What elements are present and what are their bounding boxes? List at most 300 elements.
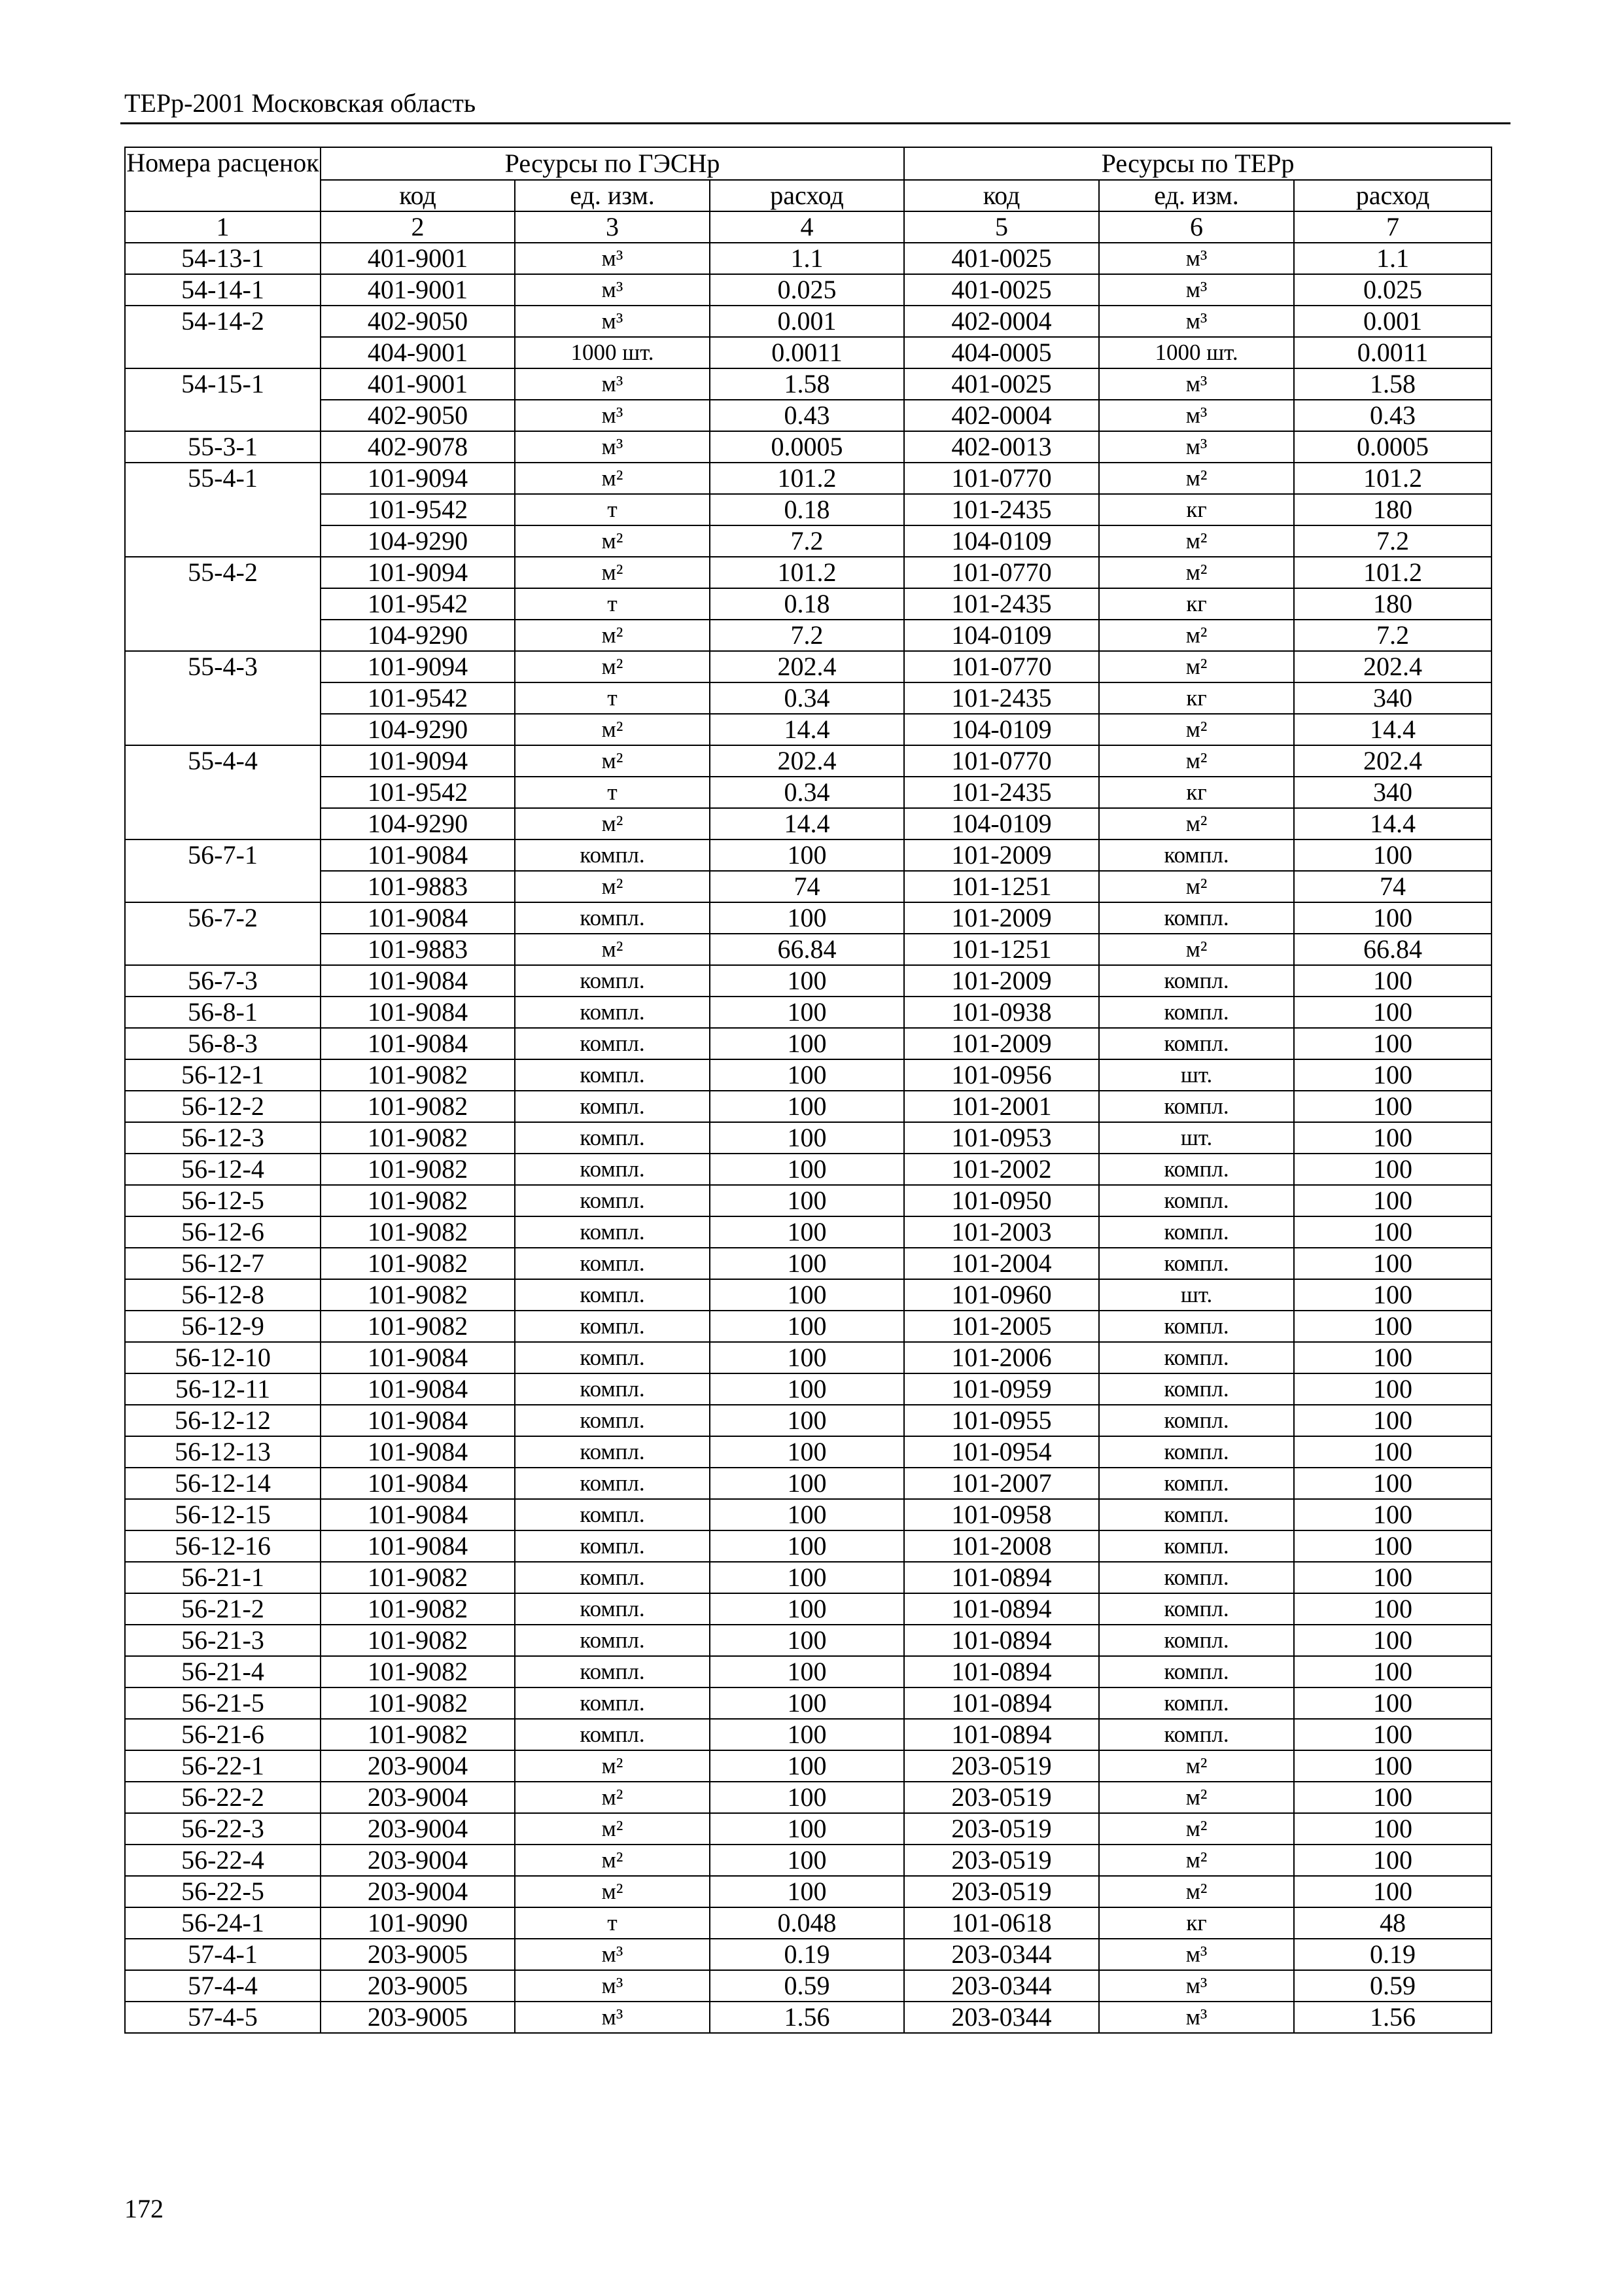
rate-number-cell: 54-14-2 xyxy=(125,306,321,368)
column-number: 1 xyxy=(125,211,321,243)
table-row xyxy=(125,1970,1492,2002)
ter-amount-cell: 100 xyxy=(1294,1468,1492,1499)
gesn-amount-cell: 0.0011 xyxy=(710,337,904,368)
gesn-unit-cell: м³ xyxy=(515,368,710,400)
rate-number-cell: 55-4-1 xyxy=(125,463,321,557)
ter-code-cell: 101-2435 xyxy=(904,682,1099,714)
gesn-amount-cell: 0.048 xyxy=(710,1907,904,1939)
ter-code-cell: 101-2435 xyxy=(904,588,1099,620)
gesn-amount-cell: 0.34 xyxy=(710,777,904,808)
gesn-unit-cell: компл. xyxy=(515,1436,710,1468)
rate-number-cell: 56-22-2 xyxy=(125,1782,321,1813)
gesn-amount-cell: 202.4 xyxy=(710,745,904,777)
gesn-amount-cell: 100 xyxy=(710,1154,904,1185)
table-row xyxy=(125,1279,1492,1311)
ter-unit-cell: компл. xyxy=(1099,1530,1294,1562)
ter-code-cell: 101-2006 xyxy=(904,1342,1099,1373)
gesn-unit-cell: м² xyxy=(515,714,710,745)
ter-code-cell: 101-2009 xyxy=(904,965,1099,997)
header-divider xyxy=(120,122,1510,124)
rate-number-cell: 56-21-2 xyxy=(125,1593,321,1625)
rate-number-cell: 54-13-1 xyxy=(125,243,321,274)
ter-amount-cell: 180 xyxy=(1294,588,1492,620)
gesn-code-cell: 402-9050 xyxy=(321,400,515,431)
gesn-amount-cell: 101.2 xyxy=(710,557,904,588)
gesn-code-cell: 104-9290 xyxy=(321,714,515,745)
rate-number-cell: 56-12-13 xyxy=(125,1436,321,1468)
table-row xyxy=(125,1185,1492,1216)
rate-number-cell: 56-12-2 xyxy=(125,1091,321,1122)
gesn-code-cell: 101-9542 xyxy=(321,777,515,808)
ter-code-cell: 101-2009 xyxy=(904,839,1099,871)
rate-number-cell: 56-12-5 xyxy=(125,1185,321,1216)
gesn-amount-cell: 7.2 xyxy=(710,620,904,651)
resources-table xyxy=(124,147,1492,2034)
rates-column-header: Номера расценок xyxy=(125,147,321,211)
table-row xyxy=(125,1436,1492,1468)
gesn-code-cell: 104-9290 xyxy=(321,620,515,651)
ter-unit-cell: м² xyxy=(1099,1782,1294,1813)
gesn-amount-cell: 14.4 xyxy=(710,808,904,839)
ter-amount-cell: 100 xyxy=(1294,839,1492,871)
gesn-amount-cell: 100 xyxy=(710,1530,904,1562)
ter-unit-cell: компл. xyxy=(1099,839,1294,871)
ter-unit-cell: компл. xyxy=(1099,1028,1294,1059)
gesn-code-cell: 101-9084 xyxy=(321,965,515,997)
ter-amount-cell: 100 xyxy=(1294,1059,1492,1091)
ter-code-cell: 101-0894 xyxy=(904,1656,1099,1687)
rate-number-cell: 56-21-1 xyxy=(125,1562,321,1593)
ter-amount-cell: 14.4 xyxy=(1294,714,1492,745)
table-row xyxy=(125,1907,1492,1939)
gesn-code-cell: 101-9094 xyxy=(321,651,515,682)
rate-number-cell: 56-22-4 xyxy=(125,1845,321,1876)
gesn-unit-cell: компл. xyxy=(515,902,710,934)
gesn-amount-cell: 0.43 xyxy=(710,400,904,431)
gesn-amount-cell: 100 xyxy=(710,1687,904,1719)
ter-unit-cell: компл. xyxy=(1099,1248,1294,1279)
gesn-unit-cell: т xyxy=(515,682,710,714)
gesn-code-cell: 203-9004 xyxy=(321,1845,515,1876)
gesn-code-cell: 101-9084 xyxy=(321,1530,515,1562)
page-number: 172 xyxy=(124,2194,164,2223)
ter-code-cell: 101-0958 xyxy=(904,1499,1099,1530)
gesn-amount-cell: 0.18 xyxy=(710,494,904,525)
ter-amount-cell: 180 xyxy=(1294,494,1492,525)
ter-code-cell: 101-0770 xyxy=(904,463,1099,494)
rate-number-cell: 56-12-14 xyxy=(125,1468,321,1499)
gesn-unit-cell: компл. xyxy=(515,1499,710,1530)
ter-amount-cell: 7.2 xyxy=(1294,525,1492,557)
ter-amount-cell: 0.43 xyxy=(1294,400,1492,431)
rate-number-cell: 56-12-8 xyxy=(125,1279,321,1311)
table-row xyxy=(125,588,1492,620)
gesn-unit-cell: компл. xyxy=(515,1185,710,1216)
ter-unit-cell: м² xyxy=(1099,620,1294,651)
ter-unit-cell: компл. xyxy=(1099,1719,1294,1750)
ter-amount-cell: 100 xyxy=(1294,1562,1492,1593)
gesn-code-cell: 101-9082 xyxy=(321,1593,515,1625)
ter-code-cell: 104-0109 xyxy=(904,714,1099,745)
ter-unit-cell: шт. xyxy=(1099,1279,1294,1311)
gesn-code-cell: 101-9082 xyxy=(321,1059,515,1091)
ter-amount-cell: 100 xyxy=(1294,1122,1492,1154)
ter-code-header: код xyxy=(904,180,1099,211)
ter-code-cell: 101-0770 xyxy=(904,557,1099,588)
gesn-code-cell: 101-9082 xyxy=(321,1091,515,1122)
column-number: 4 xyxy=(710,211,904,243)
ter-unit-cell: компл. xyxy=(1099,1656,1294,1687)
table-row xyxy=(125,1499,1492,1530)
ter-code-cell: 101-2435 xyxy=(904,777,1099,808)
column-number: 7 xyxy=(1294,211,1492,243)
ter-unit-cell: компл. xyxy=(1099,902,1294,934)
gesn-code-cell: 101-9542 xyxy=(321,682,515,714)
gesn-amount-cell: 7.2 xyxy=(710,525,904,557)
table-row xyxy=(125,368,1492,400)
table-row xyxy=(125,1311,1492,1342)
gesn-unit-cell: м³ xyxy=(515,400,710,431)
gesn-code-cell: 104-9290 xyxy=(321,808,515,839)
ter-unit-cell: м² xyxy=(1099,525,1294,557)
rate-number-cell: 56-12-6 xyxy=(125,1216,321,1248)
ter-code-cell: 101-0770 xyxy=(904,745,1099,777)
ter-amount-cell: 100 xyxy=(1294,1248,1492,1279)
table-row xyxy=(125,997,1492,1028)
table-row xyxy=(125,1468,1492,1499)
gesn-amount-cell: 100 xyxy=(710,997,904,1028)
gesn-code-cell: 101-9082 xyxy=(321,1719,515,1750)
column-number: 3 xyxy=(515,211,710,243)
rate-number-cell: 56-21-4 xyxy=(125,1656,321,1687)
ter-unit-cell: кг xyxy=(1099,777,1294,808)
ter-unit-cell: м² xyxy=(1099,651,1294,682)
ter-code-cell: 101-2435 xyxy=(904,494,1099,525)
ter-unit-cell: компл. xyxy=(1099,1687,1294,1719)
gesn-unit-cell: т xyxy=(515,1907,710,1939)
ter-amount-cell: 100 xyxy=(1294,997,1492,1028)
table-row xyxy=(125,620,1492,651)
ter-unit-cell: м³ xyxy=(1099,274,1294,306)
gesn-code-cell: 402-9050 xyxy=(321,306,515,337)
ter-code-cell: 203-0344 xyxy=(904,2002,1099,2033)
table-row xyxy=(125,1593,1492,1625)
gesn-unit-cell: компл. xyxy=(515,1091,710,1122)
column-number-row xyxy=(125,211,1492,243)
table-row xyxy=(125,1059,1492,1091)
rate-number-cell: 56-7-1 xyxy=(125,839,321,902)
ter-code-cell: 101-2004 xyxy=(904,1248,1099,1279)
ter-code-cell: 101-0960 xyxy=(904,1279,1099,1311)
gesn-code-cell: 203-9004 xyxy=(321,1876,515,1907)
gesn-unit-cell: компл. xyxy=(515,1311,710,1342)
rate-number-cell: 56-21-3 xyxy=(125,1625,321,1656)
gesn-unit-cell: компл. xyxy=(515,1593,710,1625)
ter-unit-cell: компл. xyxy=(1099,1436,1294,1468)
ter-amount-cell: 100 xyxy=(1294,1185,1492,1216)
ter-amount-cell: 100 xyxy=(1294,1091,1492,1122)
rate-number-cell: 56-12-7 xyxy=(125,1248,321,1279)
gesn-amount-cell: 100 xyxy=(710,1782,904,1813)
gesn-amount-cell: 100 xyxy=(710,1028,904,1059)
gesn-unit-cell: м² xyxy=(515,620,710,651)
rate-number-cell: 54-15-1 xyxy=(125,368,321,431)
ter-amount-cell: 100 xyxy=(1294,965,1492,997)
ter-amount-cell: 0.0011 xyxy=(1294,337,1492,368)
gesn-code-cell: 101-9090 xyxy=(321,1907,515,1939)
gesn-amount-cell: 100 xyxy=(710,1750,904,1782)
gesn-code-cell: 203-9004 xyxy=(321,1782,515,1813)
table-row xyxy=(125,1028,1492,1059)
gesn-amount-cell: 0.025 xyxy=(710,274,904,306)
ter-amount-cell: 100 xyxy=(1294,1530,1492,1562)
ter-amount-cell: 202.4 xyxy=(1294,651,1492,682)
gesn-amount-cell: 1.1 xyxy=(710,243,904,274)
ter-code-cell: 101-2005 xyxy=(904,1311,1099,1342)
gesn-unit-cell: компл. xyxy=(515,1059,710,1091)
table-row xyxy=(125,808,1492,839)
table-row xyxy=(125,777,1492,808)
ter-unit-cell: компл. xyxy=(1099,1185,1294,1216)
rate-number-cell: 56-12-15 xyxy=(125,1499,321,1530)
rate-number-cell: 55-4-4 xyxy=(125,745,321,839)
table-header-row xyxy=(125,147,1492,180)
table-subheader-row xyxy=(125,180,1492,211)
table-row xyxy=(125,682,1492,714)
rate-number-cell: 56-7-3 xyxy=(125,965,321,997)
gesn-unit-cell: компл. xyxy=(515,1468,710,1499)
ter-code-cell: 101-0954 xyxy=(904,1436,1099,1468)
gesn-code-cell: 401-9001 xyxy=(321,368,515,400)
gesn-code-cell: 101-9082 xyxy=(321,1311,515,1342)
ter-unit-cell: компл. xyxy=(1099,997,1294,1028)
ter-code-cell: 101-1251 xyxy=(904,934,1099,965)
ter-unit-cell: м² xyxy=(1099,463,1294,494)
ter-unit-cell: м² xyxy=(1099,808,1294,839)
table-row xyxy=(125,525,1492,557)
ter-unit-cell: кг xyxy=(1099,494,1294,525)
rate-number-cell: 56-12-12 xyxy=(125,1405,321,1436)
rate-number-cell: 56-24-1 xyxy=(125,1907,321,1939)
gesn-amount-cell: 100 xyxy=(710,1373,904,1405)
ter-unit-cell: м² xyxy=(1099,1750,1294,1782)
gesn-unit-cell: м² xyxy=(515,871,710,902)
rate-number-cell: 57-4-5 xyxy=(125,2002,321,2033)
ter-amount-cell: 202.4 xyxy=(1294,745,1492,777)
gesn-code-cell: 101-9084 xyxy=(321,997,515,1028)
gesn-unit-cell: компл. xyxy=(515,839,710,871)
rate-number-cell: 56-22-3 xyxy=(125,1813,321,1845)
gesn-amount-cell: 0.19 xyxy=(710,1939,904,1970)
gesn-amount-cell: 0.59 xyxy=(710,1970,904,2002)
table-row xyxy=(125,1813,1492,1845)
ter-amount-cell: 100 xyxy=(1294,1216,1492,1248)
table-row xyxy=(125,1342,1492,1373)
ter-code-cell: 101-2007 xyxy=(904,1468,1099,1499)
gesn-unit-cell: компл. xyxy=(515,1562,710,1593)
ter-amount-cell: 100 xyxy=(1294,1593,1492,1625)
rate-number-cell: 56-22-1 xyxy=(125,1750,321,1782)
gesn-unit-cell: м³ xyxy=(515,2002,710,2033)
ter-amount-cell: 48 xyxy=(1294,1907,1492,1939)
gesn-code-cell: 101-9094 xyxy=(321,557,515,588)
ter-code-cell: 101-0956 xyxy=(904,1059,1099,1091)
gesn-unit-cell: компл. xyxy=(515,1342,710,1373)
gesn-unit-cell: м² xyxy=(515,557,710,588)
ter-code-cell: 104-0109 xyxy=(904,525,1099,557)
gesn-amount-cell: 100 xyxy=(710,1656,904,1687)
ter-amount-cell: 100 xyxy=(1294,1154,1492,1185)
gesn-amount-cell: 100 xyxy=(710,1216,904,1248)
gesn-code-header: код xyxy=(321,180,515,211)
ter-unit-cell: компл. xyxy=(1099,1373,1294,1405)
gesn-unit-cell: м³ xyxy=(515,1970,710,2002)
gesn-amount-cell: 202.4 xyxy=(710,651,904,682)
gesn-unit-cell: т xyxy=(515,494,710,525)
ter-amount-cell: 340 xyxy=(1294,777,1492,808)
gesn-code-cell: 203-9005 xyxy=(321,1970,515,2002)
ter-amount-cell: 100 xyxy=(1294,1028,1492,1059)
gesn-amount-cell: 100 xyxy=(710,1593,904,1625)
table-row xyxy=(125,839,1492,871)
gesn-code-cell: 101-9883 xyxy=(321,934,515,965)
ter-unit-cell: компл. xyxy=(1099,1625,1294,1656)
gesn-unit-cell: м² xyxy=(515,463,710,494)
gesn-code-cell: 101-9082 xyxy=(321,1656,515,1687)
table-row xyxy=(125,745,1492,777)
rate-number-cell: 56-12-3 xyxy=(125,1122,321,1154)
ter-unit-cell: компл. xyxy=(1099,1342,1294,1373)
table-row xyxy=(125,1939,1492,1970)
ter-code-cell: 101-0955 xyxy=(904,1405,1099,1436)
ter-unit-cell: м³ xyxy=(1099,2002,1294,2033)
ter-amount-cell: 1.58 xyxy=(1294,368,1492,400)
gesn-unit-cell: м² xyxy=(515,934,710,965)
gesn-amount-cell: 100 xyxy=(710,1436,904,1468)
gesn-code-cell: 101-9082 xyxy=(321,1562,515,1593)
ter-code-cell: 401-0025 xyxy=(904,274,1099,306)
rate-number-cell: 56-8-1 xyxy=(125,997,321,1028)
rate-number-cell: 57-4-4 xyxy=(125,1970,321,2002)
rate-number-cell: 54-14-1 xyxy=(125,274,321,306)
gesn-code-cell: 101-9084 xyxy=(321,1373,515,1405)
gesn-unit-cell: компл. xyxy=(515,1656,710,1687)
ter-code-cell: 101-2002 xyxy=(904,1154,1099,1185)
ter-unit-cell: компл. xyxy=(1099,1311,1294,1342)
gesn-amount-cell: 100 xyxy=(710,1248,904,1279)
ter-code-cell: 404-0005 xyxy=(904,337,1099,368)
ter-code-cell: 101-2001 xyxy=(904,1091,1099,1122)
gesn-code-cell: 101-9084 xyxy=(321,902,515,934)
ter-code-cell: 401-0025 xyxy=(904,243,1099,274)
ter-unit-cell: м² xyxy=(1099,557,1294,588)
ter-amount-cell: 74 xyxy=(1294,871,1492,902)
gesn-amount-cell: 100 xyxy=(710,1185,904,1216)
gesn-unit-cell: компл. xyxy=(515,1216,710,1248)
column-number: 2 xyxy=(321,211,515,243)
gesn-amount-cell: 100 xyxy=(710,1845,904,1876)
rate-number-cell: 56-21-5 xyxy=(125,1687,321,1719)
gesn-unit-cell: м² xyxy=(515,1782,710,1813)
gesn-unit-cell: компл. xyxy=(515,1719,710,1750)
gesn-group-header: Ресурсы по ГЭСНр xyxy=(321,147,904,180)
gesn-unit-cell: м³ xyxy=(515,431,710,463)
gesn-amount-cell: 14.4 xyxy=(710,714,904,745)
table-row xyxy=(125,1530,1492,1562)
ter-unit-cell: компл. xyxy=(1099,1154,1294,1185)
gesn-amount-cell: 100 xyxy=(710,839,904,871)
table-row xyxy=(125,651,1492,682)
table-row xyxy=(125,1248,1492,1279)
ter-amount-cell: 340 xyxy=(1294,682,1492,714)
ter-unit-cell: м³ xyxy=(1099,368,1294,400)
ter-code-cell: 101-2009 xyxy=(904,1028,1099,1059)
gesn-unit-cell: м² xyxy=(515,808,710,839)
ter-unit-cell: компл. xyxy=(1099,1562,1294,1593)
ter-amount-cell: 100 xyxy=(1294,902,1492,934)
ter-code-cell: 203-0519 xyxy=(904,1750,1099,1782)
table-row xyxy=(125,1656,1492,1687)
gesn-amount-cell: 100 xyxy=(710,1719,904,1750)
rate-number-cell: 56-7-2 xyxy=(125,902,321,965)
gesn-unit-cell: компл. xyxy=(515,1625,710,1656)
ter-code-cell: 402-0013 xyxy=(904,431,1099,463)
gesn-amount-cell: 101.2 xyxy=(710,463,904,494)
gesn-code-cell: 101-9082 xyxy=(321,1185,515,1216)
gesn-code-cell: 404-9001 xyxy=(321,337,515,368)
gesn-code-cell: 101-9542 xyxy=(321,588,515,620)
column-number: 5 xyxy=(904,211,1099,243)
gesn-code-cell: 101-9082 xyxy=(321,1154,515,1185)
ter-amount-cell: 100 xyxy=(1294,1499,1492,1530)
gesn-amount-cell: 100 xyxy=(710,1091,904,1122)
ter-unit-cell: компл. xyxy=(1099,1499,1294,1530)
ter-code-cell: 101-2009 xyxy=(904,902,1099,934)
ter-amount-cell: 101.2 xyxy=(1294,557,1492,588)
ter-unit-cell: шт. xyxy=(1099,1059,1294,1091)
gesn-unit-cell: компл. xyxy=(515,1028,710,1059)
ter-amount-cell: 0.19 xyxy=(1294,1939,1492,1970)
table-row xyxy=(125,463,1492,494)
ter-unit-cell: м² xyxy=(1099,871,1294,902)
ter-amount-cell: 101.2 xyxy=(1294,463,1492,494)
ter-unit-cell: м² xyxy=(1099,934,1294,965)
ter-unit-cell: м² xyxy=(1099,1876,1294,1907)
gesn-code-cell: 101-9084 xyxy=(321,1436,515,1468)
gesn-code-cell: 101-9082 xyxy=(321,1216,515,1248)
gesn-unit-cell: компл. xyxy=(515,1248,710,1279)
ter-amount-cell: 0.0005 xyxy=(1294,431,1492,463)
gesn-code-cell: 101-9084 xyxy=(321,1028,515,1059)
ter-code-cell: 203-0519 xyxy=(904,1782,1099,1813)
rate-number-cell: 56-12-4 xyxy=(125,1154,321,1185)
gesn-unit-cell: м² xyxy=(515,745,710,777)
ter-amount-cell: 100 xyxy=(1294,1876,1492,1907)
gesn-unit-cell: м³ xyxy=(515,274,710,306)
ter-unit-header: ед. изм. xyxy=(1099,180,1294,211)
ter-unit-cell: шт. xyxy=(1099,1122,1294,1154)
ter-amount-cell: 100 xyxy=(1294,1656,1492,1687)
gesn-amount-cell: 100 xyxy=(710,1279,904,1311)
gesn-code-cell: 101-9084 xyxy=(321,1405,515,1436)
ter-amount-cell: 100 xyxy=(1294,1436,1492,1468)
gesn-unit-cell: компл. xyxy=(515,1154,710,1185)
gesn-code-cell: 203-9005 xyxy=(321,2002,515,2033)
table-row xyxy=(125,431,1492,463)
gesn-unit-cell: компл. xyxy=(515,997,710,1028)
table-row xyxy=(125,1876,1492,1907)
rate-number-cell: 56-12-9 xyxy=(125,1311,321,1342)
